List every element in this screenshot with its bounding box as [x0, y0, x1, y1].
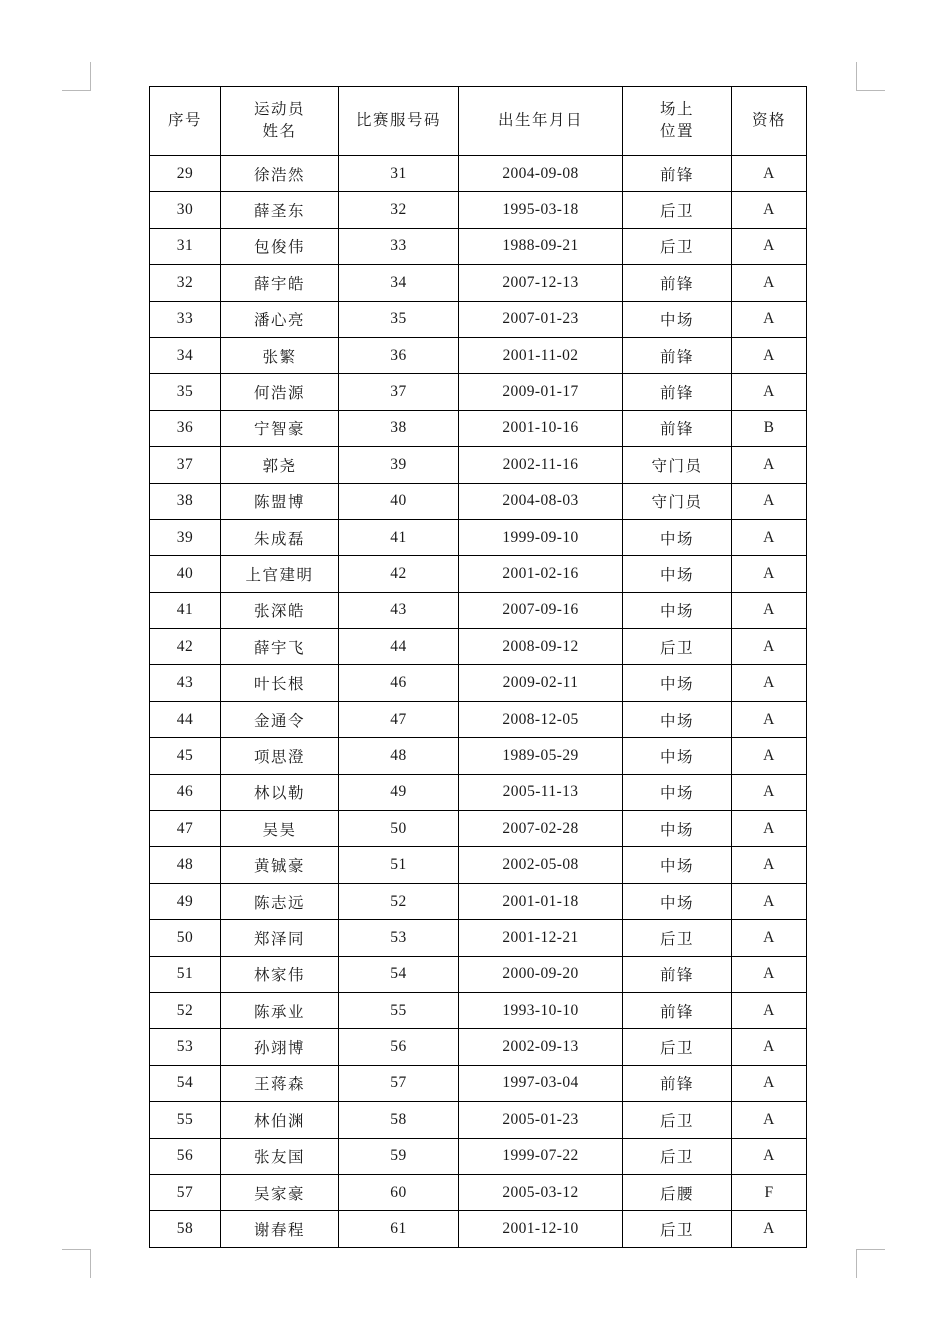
- qualification-cell: A: [732, 519, 807, 555]
- birthdate-cell: 2002-05-08: [459, 847, 623, 883]
- athlete-name-cell: 金通令: [221, 701, 339, 737]
- qualification-cell: A: [732, 738, 807, 774]
- athlete-name-cell: 宁智豪: [221, 410, 339, 446]
- table-row: [150, 956, 807, 992]
- position-cell: 中场: [623, 883, 732, 919]
- row-index-cell: 49: [150, 883, 221, 919]
- row-index-cell: 44: [150, 701, 221, 737]
- shirt-number-cell: 44: [339, 629, 459, 665]
- row-index-cell: 40: [150, 556, 221, 592]
- shirt-number-cell: 53: [339, 920, 459, 956]
- qualification-cell: A: [732, 1211, 807, 1247]
- athlete-name-cell: 张深皓: [221, 592, 339, 628]
- athlete-name-cell: 郭尧: [221, 447, 339, 483]
- qualification-cell: A: [732, 774, 807, 810]
- row-index-cell: 30: [150, 192, 221, 228]
- shirt-number-cell: 57: [339, 1065, 459, 1101]
- crop-mark-top-left: [62, 62, 91, 91]
- birthdate-cell: 2005-11-13: [459, 774, 623, 810]
- table-row: [150, 811, 807, 847]
- qualification-cell: A: [732, 665, 807, 701]
- shirt-number-cell: 31: [339, 156, 459, 192]
- birthdate-cell: 1999-09-10: [459, 519, 623, 555]
- athlete-name-cell: 谢春程: [221, 1211, 339, 1247]
- column-header-qualification-column: [732, 87, 807, 156]
- birthdate-cell: 2007-09-16: [459, 592, 623, 628]
- row-index-cell: 47: [150, 811, 221, 847]
- row-index-cell: 36: [150, 410, 221, 446]
- shirt-number-cell: 49: [339, 774, 459, 810]
- table-row: [150, 374, 807, 410]
- row-index-cell: 38: [150, 483, 221, 519]
- column-header-line: 序号: [167, 111, 202, 129]
- birthdate-cell: 2001-11-02: [459, 337, 623, 373]
- row-index-cell: 58: [150, 1211, 221, 1247]
- position-cell: 中场: [623, 738, 732, 774]
- athlete-name-cell: 张繁: [221, 337, 339, 373]
- birthdate-cell: 1988-09-21: [459, 228, 623, 264]
- qualification-cell: A: [732, 701, 807, 737]
- athlete-name-cell: 叶长根: [221, 665, 339, 701]
- table-row: [150, 265, 807, 301]
- position-cell: 中场: [623, 301, 732, 337]
- position-cell: 前锋: [623, 410, 732, 446]
- birthdate-cell: 2009-02-11: [459, 665, 623, 701]
- shirt-number-cell: 50: [339, 811, 459, 847]
- birthdate-cell: 2007-02-28: [459, 811, 623, 847]
- table-row: [150, 701, 807, 737]
- birthdate-cell: 2001-12-21: [459, 920, 623, 956]
- qualification-cell: A: [732, 265, 807, 301]
- column-header-line: 运动员: [253, 100, 305, 118]
- table-row: [150, 1065, 807, 1101]
- column-header-name-column: [221, 87, 339, 156]
- column-header-position-column: [623, 87, 732, 156]
- table-row: [150, 665, 807, 701]
- birthdate-cell: 2002-09-13: [459, 1029, 623, 1065]
- athlete-name-cell: 何浩源: [221, 374, 339, 410]
- shirt-number-cell: 42: [339, 556, 459, 592]
- table-row: [150, 483, 807, 519]
- qualification-cell: A: [732, 1065, 807, 1101]
- birthdate-cell: 2009-01-17: [459, 374, 623, 410]
- row-index-cell: 37: [150, 447, 221, 483]
- birthdate-cell: 2005-01-23: [459, 1102, 623, 1138]
- position-cell: 后卫: [623, 920, 732, 956]
- position-cell: 后卫: [623, 1102, 732, 1138]
- row-index-cell: 33: [150, 301, 221, 337]
- position-cell: 守门员: [623, 447, 732, 483]
- table-row: [150, 1102, 807, 1138]
- athlete-name-cell: 朱成磊: [221, 519, 339, 555]
- athlete-name-cell: 上官建明: [221, 556, 339, 592]
- row-index-cell: 55: [150, 1102, 221, 1138]
- column-header-birthdate-column: [459, 87, 623, 156]
- position-cell: 前锋: [623, 374, 732, 410]
- crop-mark-bottom-left: [62, 1249, 91, 1278]
- position-cell: 中场: [623, 556, 732, 592]
- column-header-line: 位置: [659, 123, 694, 140]
- shirt-number-cell: 40: [339, 483, 459, 519]
- row-index-cell: 48: [150, 847, 221, 883]
- birthdate-cell: 2002-11-16: [459, 447, 623, 483]
- column-header-index-column: [150, 87, 221, 156]
- row-index-cell: 51: [150, 956, 221, 992]
- position-cell: 后卫: [623, 629, 732, 665]
- shirt-number-cell: 46: [339, 665, 459, 701]
- athlete-name-cell: 潘心亮: [221, 301, 339, 337]
- athlete-name-cell: 林家伟: [221, 956, 339, 992]
- row-index-cell: 52: [150, 992, 221, 1028]
- table-body: [150, 156, 807, 1248]
- row-index-cell: 54: [150, 1065, 221, 1101]
- athlete-name-cell: 林伯渊: [221, 1102, 339, 1138]
- table-row: [150, 920, 807, 956]
- table-row: [150, 410, 807, 446]
- table-row: [150, 883, 807, 919]
- qualification-cell: A: [732, 1102, 807, 1138]
- position-cell: 中场: [623, 847, 732, 883]
- qualification-cell: A: [732, 629, 807, 665]
- birthdate-cell: 2001-02-16: [459, 556, 623, 592]
- position-cell: 前锋: [623, 1065, 732, 1101]
- table-row: [150, 629, 807, 665]
- table-row: [150, 156, 807, 192]
- position-cell: 后卫: [623, 192, 732, 228]
- birthdate-cell: 2001-12-10: [459, 1211, 623, 1247]
- row-index-cell: 57: [150, 1174, 221, 1210]
- birthdate-cell: 2004-08-03: [459, 483, 623, 519]
- crop-mark-top-right: [856, 62, 885, 91]
- shirt-number-cell: 58: [339, 1102, 459, 1138]
- birthdate-cell: 1997-03-04: [459, 1065, 623, 1101]
- shirt-number-cell: 55: [339, 992, 459, 1028]
- table-row: [150, 1138, 807, 1174]
- table-row: [150, 301, 807, 337]
- row-index-cell: 32: [150, 265, 221, 301]
- shirt-number-cell: 36: [339, 337, 459, 373]
- column-header-shirt-number-column: [339, 87, 459, 156]
- table-row: [150, 1029, 807, 1065]
- shirt-number-cell: 60: [339, 1174, 459, 1210]
- position-cell: 前锋: [623, 992, 732, 1028]
- qualification-cell: A: [732, 956, 807, 992]
- birthdate-cell: 2001-10-16: [459, 410, 623, 446]
- qualification-cell: A: [732, 337, 807, 373]
- birthdate-cell: 1999-07-22: [459, 1138, 623, 1174]
- shirt-number-cell: 61: [339, 1211, 459, 1247]
- athlete-name-cell: 陈承业: [221, 992, 339, 1028]
- shirt-number-cell: 34: [339, 265, 459, 301]
- qualification-cell: A: [732, 447, 807, 483]
- column-header-line: 场上: [659, 100, 694, 118]
- crop-mark-bottom-right: [856, 1249, 885, 1278]
- position-cell: 守门员: [623, 483, 732, 519]
- birthdate-cell: 2000-09-20: [459, 956, 623, 992]
- qualification-cell: A: [732, 883, 807, 919]
- shirt-number-cell: 59: [339, 1138, 459, 1174]
- shirt-number-cell: 54: [339, 956, 459, 992]
- position-cell: 后卫: [623, 228, 732, 264]
- qualification-cell: A: [732, 1029, 807, 1065]
- qualification-cell: A: [732, 483, 807, 519]
- position-cell: 中场: [623, 701, 732, 737]
- position-cell: 前锋: [623, 156, 732, 192]
- shirt-number-cell: 38: [339, 410, 459, 446]
- shirt-number-cell: 48: [339, 738, 459, 774]
- table-row: [150, 847, 807, 883]
- qualification-cell: A: [732, 592, 807, 628]
- birthdate-cell: 1989-05-29: [459, 738, 623, 774]
- row-index-cell: 43: [150, 665, 221, 701]
- row-index-cell: 29: [150, 156, 221, 192]
- qualification-cell: A: [732, 811, 807, 847]
- birthdate-cell: 2008-09-12: [459, 629, 623, 665]
- row-index-cell: 39: [150, 519, 221, 555]
- qualification-cell: A: [732, 920, 807, 956]
- athlete-name-cell: 张友国: [221, 1138, 339, 1174]
- row-index-cell: 34: [150, 337, 221, 373]
- position-cell: 前锋: [623, 956, 732, 992]
- athlete-name-cell: 吴家豪: [221, 1174, 339, 1210]
- athlete-name-cell: 项思澄: [221, 738, 339, 774]
- position-cell: 中场: [623, 774, 732, 810]
- shirt-number-cell: 43: [339, 592, 459, 628]
- row-index-cell: 42: [150, 629, 221, 665]
- table-row: [150, 774, 807, 810]
- birthdate-cell: 1993-10-10: [459, 992, 623, 1028]
- position-cell: 前锋: [623, 337, 732, 373]
- row-index-cell: 50: [150, 920, 221, 956]
- row-index-cell: 31: [150, 228, 221, 264]
- row-index-cell: 46: [150, 774, 221, 810]
- qualification-cell: A: [732, 374, 807, 410]
- qualification-cell: F: [732, 1174, 807, 1210]
- athlete-name-cell: 林以勒: [221, 774, 339, 810]
- table-row: [150, 992, 807, 1028]
- position-cell: 中场: [623, 665, 732, 701]
- column-header-line: 资格: [751, 111, 786, 129]
- shirt-number-cell: 33: [339, 228, 459, 264]
- row-index-cell: 45: [150, 738, 221, 774]
- position-cell: 后卫: [623, 1211, 732, 1247]
- table-row: [150, 1211, 807, 1247]
- shirt-number-cell: 56: [339, 1029, 459, 1065]
- qualification-cell: A: [732, 847, 807, 883]
- athlete-name-cell: 包俊伟: [221, 228, 339, 264]
- row-index-cell: 35: [150, 374, 221, 410]
- position-cell: 中场: [623, 519, 732, 555]
- row-index-cell: 56: [150, 1138, 221, 1174]
- row-index-cell: 53: [150, 1029, 221, 1065]
- table-row: [150, 1174, 807, 1210]
- table-row: [150, 556, 807, 592]
- shirt-number-cell: 47: [339, 701, 459, 737]
- birthdate-cell: 2007-12-13: [459, 265, 623, 301]
- position-cell: 后腰: [623, 1174, 732, 1210]
- table-row: [150, 337, 807, 373]
- column-header-line: 姓名: [262, 123, 297, 140]
- position-cell: 中场: [623, 592, 732, 628]
- athlete-name-cell: 陈志远: [221, 883, 339, 919]
- athlete-name-cell: 孙翊博: [221, 1029, 339, 1065]
- table-row: [150, 519, 807, 555]
- athlete-name-cell: 吴昊: [221, 811, 339, 847]
- athlete-name-cell: 陈盟博: [221, 483, 339, 519]
- position-cell: 中场: [623, 811, 732, 847]
- athlete-name-cell: 郑泽同: [221, 920, 339, 956]
- athlete-name-cell: 薛宇飞: [221, 629, 339, 665]
- shirt-number-cell: 37: [339, 374, 459, 410]
- position-cell: 后卫: [623, 1138, 732, 1174]
- athlete-name-cell: 薛宇皓: [221, 265, 339, 301]
- column-header-line: 出生年月日: [497, 111, 583, 129]
- birthdate-cell: 2007-01-23: [459, 301, 623, 337]
- shirt-number-cell: 39: [339, 447, 459, 483]
- table-row: [150, 228, 807, 264]
- birthdate-cell: 2001-01-18: [459, 883, 623, 919]
- shirt-number-cell: 41: [339, 519, 459, 555]
- qualification-cell: A: [732, 556, 807, 592]
- position-cell: 前锋: [623, 265, 732, 301]
- qualification-cell: B: [732, 410, 807, 446]
- athlete-name-cell: 薛圣东: [221, 192, 339, 228]
- qualification-cell: A: [732, 1138, 807, 1174]
- shirt-number-cell: 32: [339, 192, 459, 228]
- qualification-cell: A: [732, 228, 807, 264]
- qualification-cell: A: [732, 301, 807, 337]
- birthdate-cell: 2005-03-12: [459, 1174, 623, 1210]
- birthdate-cell: 1995-03-18: [459, 192, 623, 228]
- qualification-cell: A: [732, 156, 807, 192]
- table-row: [150, 192, 807, 228]
- shirt-number-cell: 52: [339, 883, 459, 919]
- column-header-line: 比赛服号码: [355, 111, 441, 129]
- position-cell: 后卫: [623, 1029, 732, 1065]
- athlete-name-cell: 王蒋森: [221, 1065, 339, 1101]
- table-header-row: [150, 87, 807, 156]
- qualification-cell: A: [732, 992, 807, 1028]
- birthdate-cell: 2004-09-08: [459, 156, 623, 192]
- qualification-cell: A: [732, 192, 807, 228]
- birthdate-cell: 2008-12-05: [459, 701, 623, 737]
- table-row: [150, 447, 807, 483]
- athlete-name-cell: 徐浩然: [221, 156, 339, 192]
- shirt-number-cell: 51: [339, 847, 459, 883]
- athlete-name-cell: 黄铖豪: [221, 847, 339, 883]
- table-row: [150, 738, 807, 774]
- athlete-roster-table: [149, 86, 807, 1248]
- table-row: [150, 592, 807, 628]
- shirt-number-cell: 35: [339, 301, 459, 337]
- row-index-cell: 41: [150, 592, 221, 628]
